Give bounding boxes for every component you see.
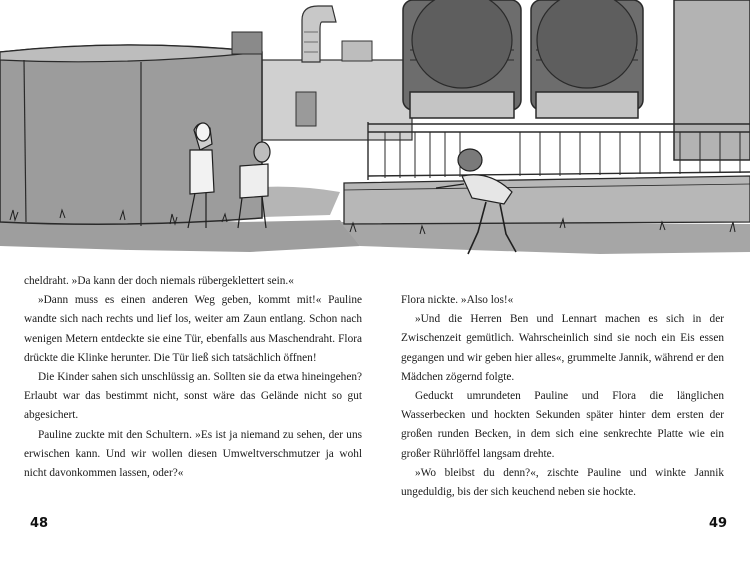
- paragraph: Geduckt umrundeten Pauline und Flora die länglichen Wasserbecken und hockten Sekunden später hinter dem ersten der großen runden Becken, in dem sich eine senkrechte Platte wie ein großer Rührlöffel langsam drehte.: [401, 390, 724, 460]
- left-page-text: [24, 272, 362, 483]
- page-number-right: 49: [709, 516, 728, 531]
- paragraph: »Wo bleibst du denn?«, zischte Pauline und winkte Jannik ungeduldig, bis der sich keuchend neben sie hockte.: [401, 466, 724, 499]
- page-number-left: 48: [30, 516, 49, 531]
- right-page-text: [401, 291, 724, 502]
- paragraph: »Und die Herren Ben und Lennart machen es sich in der Zwischenzeit gemütlich. Wahrscheinlich sind sie noch ein Eis essen gegangen und wir geben hier alles«, grummelte Jannik, während er den Mädchen zögernd folgte.: [401, 313, 724, 383]
- paragraph: Pauline zuckte mit den Schultern. »Es ist ja niemand zu sehen, der uns erwischen kann. Und wir wollen diesen Umweltverschmutzer ja wohl nicht davonkommen lassen, oder?«: [24, 428, 362, 480]
- paragraph: cheldraht. »Da kann der doch niemals rübergeklettert sein.«: [24, 275, 294, 287]
- paragraph: Die Kinder sahen sich unschlüssig an. Sollten sie da etwa hineingehen? Erlaubt war das bestimmt nicht, sonst wäre das Gelände nicht so gut abgesichert.: [24, 371, 362, 422]
- paragraph: »Dann muss es einen anderen Weg geben, kommt mit!« Pauline wandte sich nach rechts und lief los, weiter am Zaun entlang. Schon nach wenigen Metern entdeckte sie eine Tür, ebenfalls aus Maschendraht. Flora drückte die Klinke herunter. Die Tür ließ sich tatsächlich öffnen!: [24, 294, 362, 364]
- paragraph: Flora nickte. »Also los!«: [401, 294, 514, 306]
- book-illustration: [0, 0, 750, 262]
